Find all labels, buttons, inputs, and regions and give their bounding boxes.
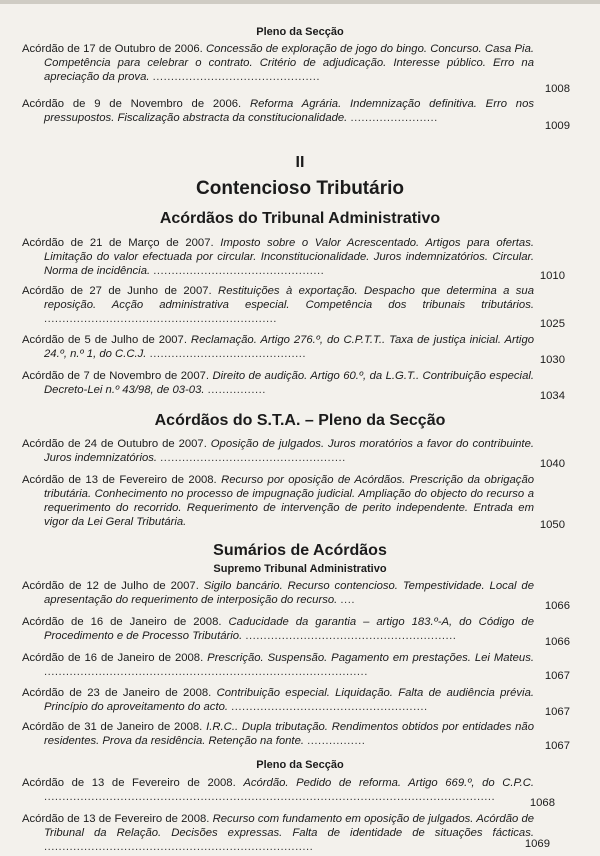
entry-page: 1009: [544, 120, 570, 132]
entry-desc: Concessão de exploração de jogo do bingo. Concurso. Casa Pia. Competência para celebrar o contrato. Critério de adjudicação. Interesse público. Erro na apreciação da prova.: [44, 43, 534, 83]
toc-entry: [22, 651, 534, 679]
toc-entry: [22, 776, 534, 804]
entry-lead: Acórdão de 17 de Outubro de 2006.: [22, 43, 203, 55]
part-title: Contencioso Tributário: [196, 178, 404, 199]
entry-lead: Acórdão de 16 de Janeiro de 2008.: [22, 616, 222, 628]
entry-desc: Imposto sobre o Valor Acrescentado. Artigos para ofertas. Limitação do valor efectuada por circular. Inconstitucionalidade. Juros indemnizatórios. Circular. Norma de incidência.: [44, 237, 534, 277]
section-subheading: Supremo Tribunal Administrativo: [213, 563, 387, 575]
dot-leader: ................: [307, 735, 366, 747]
entry-page: 1068: [529, 797, 555, 809]
entry-desc: Recurso com fundamento em oposição de julgados. Acórdão de Tribunal da Relação. Decisões expressas. Falta de identidade de situações fácticas.: [44, 813, 535, 839]
entry-desc: Caducidade da garantia – artigo 183.º-A, do Código de Procedimento e de Processo Tributário.: [44, 616, 534, 642]
toc-entry: [22, 284, 534, 326]
entry-desc: Oposição de julgados. Juros moratórios a favor do contribuinte. Juros indemnizatórios.: [44, 438, 534, 464]
dot-leader: ........................: [350, 112, 438, 124]
toc-entry: [22, 437, 534, 465]
entry-page: 1067: [544, 706, 570, 718]
top-section-heading: Pleno da Secção: [256, 26, 344, 38]
entry-page: 1066: [544, 600, 570, 612]
entry-page: 1030: [539, 354, 565, 366]
section-heading: Acórdãos do S.T.A. – Pleno da Secção: [154, 412, 446, 429]
entry-lead: Acórdão de 5 de Julho de 2007.: [22, 334, 187, 346]
toc-entry: [22, 42, 534, 84]
entry-page: 1010: [539, 270, 565, 282]
entry-desc: Direito de audição. Artigo 60.º, da L.G.T.. Contribuição especial. Decreto-Lei n.º 43/98, de 03-03.: [44, 370, 534, 396]
toc-entry: [22, 579, 534, 607]
toc-entry: [22, 369, 534, 397]
entry-page: 1069: [524, 838, 550, 850]
entry-lead: Acórdão de 12 de Julho de 2007.: [22, 580, 199, 592]
entry-lead: Acórdão de 13 de Fevereiro de 2008.: [22, 813, 210, 825]
entry-desc: Restituições à exportação. Despacho que determina a sua reposição. Acção administrativa especial. Competência dos tribunais tributários.: [44, 285, 534, 311]
dot-leader: .........................................................................................: [44, 666, 368, 678]
entry-desc: Reforma Agrária. Indemnização definitiva. Erro nos pressupostos. Fiscalização abstracta da constitucionalidade.: [44, 98, 535, 124]
page-top-edge: [0, 0, 600, 4]
section-heading: Acórdãos do Tribunal Administrativo: [159, 210, 441, 227]
entry-page: 1040: [539, 458, 565, 470]
entry-lead: Acórdão de 13 de Fevereiro de 2008.: [22, 474, 217, 486]
toc-entry: [22, 473, 534, 529]
dot-leader: ................: [207, 384, 266, 396]
toc-entry: [22, 720, 534, 748]
dot-leader: ......................................................: [231, 701, 428, 713]
toc-entry: [22, 236, 534, 278]
section-heading: Sumários de Acórdãos: [213, 542, 387, 559]
entry-desc: Prescrição. Suspensão. Pagamento em prestações. Lei Mateus.: [207, 652, 535, 664]
entry-lead: Acórdão de 21 de Março de 2007.: [22, 237, 214, 249]
entry-desc: I.R.C.. Dupla tributação. Rendimentos obtidos por entidades não residentes. Prova da residência. Retenção na fonte.: [44, 721, 534, 747]
dot-leader: ..........................................................................: [44, 841, 314, 853]
dot-leader: ...........................................: [149, 348, 307, 360]
dot-leader: ....: [340, 594, 355, 606]
entry-page: 1067: [544, 670, 570, 682]
toc-entry: [22, 615, 534, 643]
entry-desc: Recurso por oposição de Acórdãos. Prescrição da obrigação tributária. Conhecimento no processo de impugnação judicial. Ampliação do objecto do recurso a requerimento do recorrido. Requerimento de intervenção de perito independente. Entrada em vigor da Lei Geral Tributária.: [44, 474, 535, 528]
entry-lead: Acórdão de 16 de Janeiro de 2008.: [22, 652, 204, 664]
entry-page: 1050: [539, 519, 565, 531]
dot-leader: ..............................................: [152, 71, 321, 83]
toc-entry: [22, 333, 534, 361]
entry-lead: Acórdão de 27 de Junho de 2007.: [22, 285, 212, 297]
toc-entry: [22, 686, 534, 714]
entry-desc: Contribuição especial. Liquidação. Falta de audiência prévia. Princípio do aproveitamento do acto.: [44, 687, 534, 713]
section-subheading: Pleno da Secção: [256, 759, 344, 771]
dot-leader: ..........................................................: [245, 630, 457, 642]
entry-page: 1067: [544, 740, 570, 752]
dot-leader: ................................................................: [44, 313, 277, 325]
part-number: II: [295, 154, 305, 171]
entry-page: 1008: [544, 83, 570, 95]
entry-desc: Reclamação. Artigo 276.º, do C.P.T.T.. Taxa de justiça inicial. Artigo 24.º, n.º 1, do C.C.J.: [44, 334, 535, 360]
entry-lead: Acórdão de 7 de Novembro de 2007.: [22, 370, 210, 382]
entry-desc: Acórdão. Pedido de reforma. Artigo 669.º, do C.P.C.: [243, 777, 535, 789]
entry-lead: Acórdão de 24 de Outubro de 2007.: [22, 438, 207, 450]
entry-lead: Acórdão de 23 de Janeiro de 2008.: [22, 687, 212, 699]
dot-leader: ............................................................................................................................: [44, 791, 496, 803]
entry-lead: Acórdão de 9 de Novembro de 2006.: [22, 98, 242, 110]
entry-page: 1034: [539, 390, 565, 402]
entry-desc: Sigilo bancário. Recurso contencioso. Tempestividade. Local de apresentação do requerimento de interposição do recurso.: [44, 580, 534, 606]
entry-lead: Acórdão de 31 de Janeiro de 2008.: [22, 721, 203, 733]
toc-entry: [22, 812, 534, 854]
toc-entry: [22, 97, 534, 125]
entry-lead: Acórdão de 13 de Fevereiro de 2008.: [22, 777, 236, 789]
dot-leader: ...................................................: [160, 452, 346, 464]
entry-page: 1025: [539, 318, 565, 330]
entry-page: 1066: [544, 636, 570, 648]
dot-leader: ...............................................: [153, 265, 325, 277]
